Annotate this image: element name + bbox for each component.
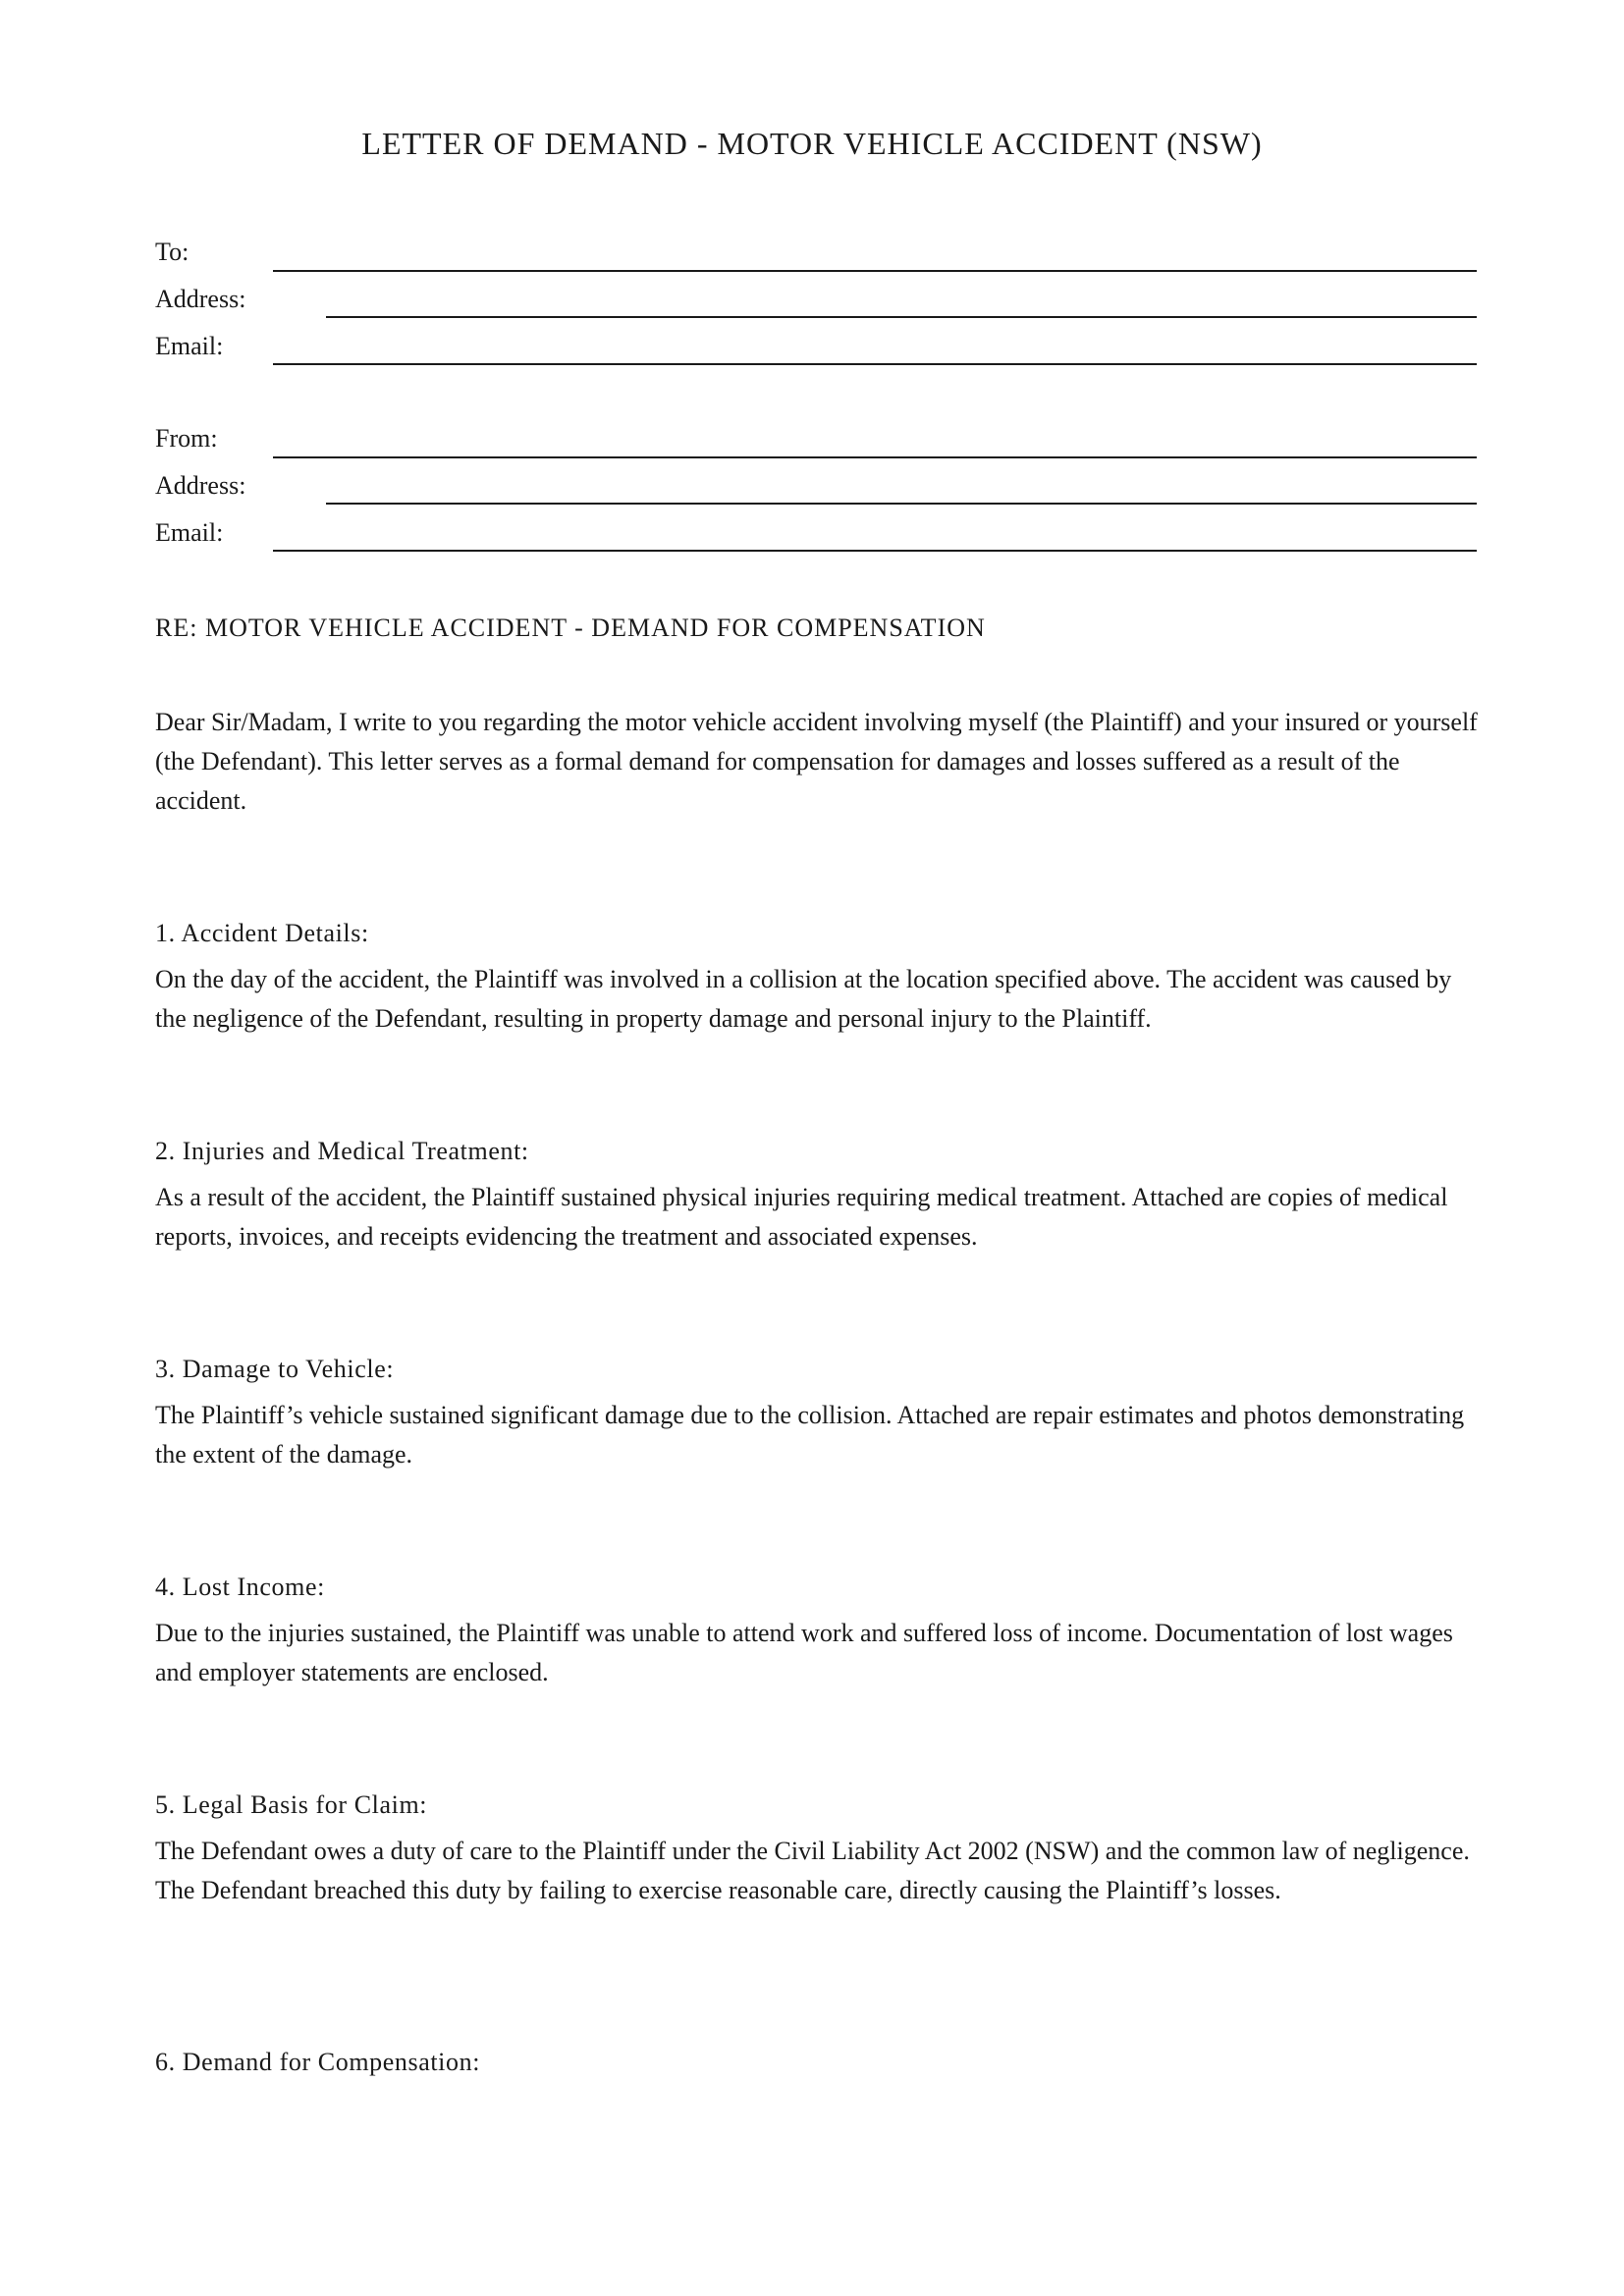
- section-heading-injuries: 2. Injuries and Medical Treatment:: [155, 1137, 529, 1165]
- document-title: LETTER OF DEMAND - MOTOR VEHICLE ACCIDENT (NSW): [361, 126, 1263, 161]
- from-address-blank-line[interactable]: [326, 503, 1477, 505]
- to-blank-line[interactable]: [273, 270, 1477, 272]
- from-blank-line[interactable]: [273, 456, 1477, 458]
- to-email-blank-line[interactable]: [273, 363, 1477, 365]
- from-email-label: Email:: [155, 518, 224, 547]
- section-body-injuries: As a result of the accident, the Plaintiff sustained physical injuries requiring medical treatment. Attached are copies of medical reports, invoices, and receipts evidencing the treatment and associated expenses.: [155, 1183, 1448, 1251]
- section-heading-legal-basis: 5. Legal Basis for Claim:: [155, 1790, 428, 1819]
- to-label: To:: [155, 238, 189, 266]
- section-body-lost-income: Due to the injuries sustained, the Plaintiff was unable to attend work and suffered loss of income. Documentation of lost wages and employer statements are enclosed.: [155, 1619, 1453, 1686]
- from-label: From:: [155, 424, 218, 453]
- to-address-blank-line[interactable]: [326, 316, 1477, 318]
- from-email-blank-line[interactable]: [273, 550, 1477, 552]
- section-heading-demand: 6. Demand for Compensation:: [155, 2048, 481, 2076]
- from-address-label: Address:: [155, 471, 246, 500]
- section-heading-lost-income: 4. Lost Income:: [155, 1573, 325, 1601]
- to-address-label: Address:: [155, 285, 246, 313]
- section-body-accident-details: On the day of the accident, the Plaintiff was involved in a collision at the location specified above. The accident was caused by the negligence of the Defendant, resulting in property damage and personal injury to the Plaintiff.: [155, 965, 1452, 1033]
- section-body-vehicle-damage: The Plaintiff’s vehicle sustained significant damage due to the collision. Attached are repair estimates and photos demonstrating the extent of the damage.: [155, 1401, 1465, 1468]
- intro-paragraph: Dear Sir/Madam, I write to you regarding the motor vehicle accident involving myself (the Plaintiff) and your insured or yourself (the Defendant). This letter serves as a formal demand for compensation for damages and losses suffered as a result of the accident.: [155, 708, 1478, 815]
- to-email-label: Email:: [155, 332, 224, 360]
- section-body-legal-basis: The Defendant owes a duty of care to the Plaintiff under the Civil Liability Act 2002 (NSW) and the common law of negligence. The Defendant breached this duty by failing to exercise reasonable care, directly causing the Plaintiff’s losses.: [155, 1837, 1470, 1904]
- re-subject-line: RE: MOTOR VEHICLE ACCIDENT - DEMAND FOR COMPENSATION: [155, 614, 986, 642]
- section-heading-accident-details: 1. Accident Details:: [155, 919, 369, 947]
- section-heading-vehicle-damage: 3. Damage to Vehicle:: [155, 1355, 395, 1383]
